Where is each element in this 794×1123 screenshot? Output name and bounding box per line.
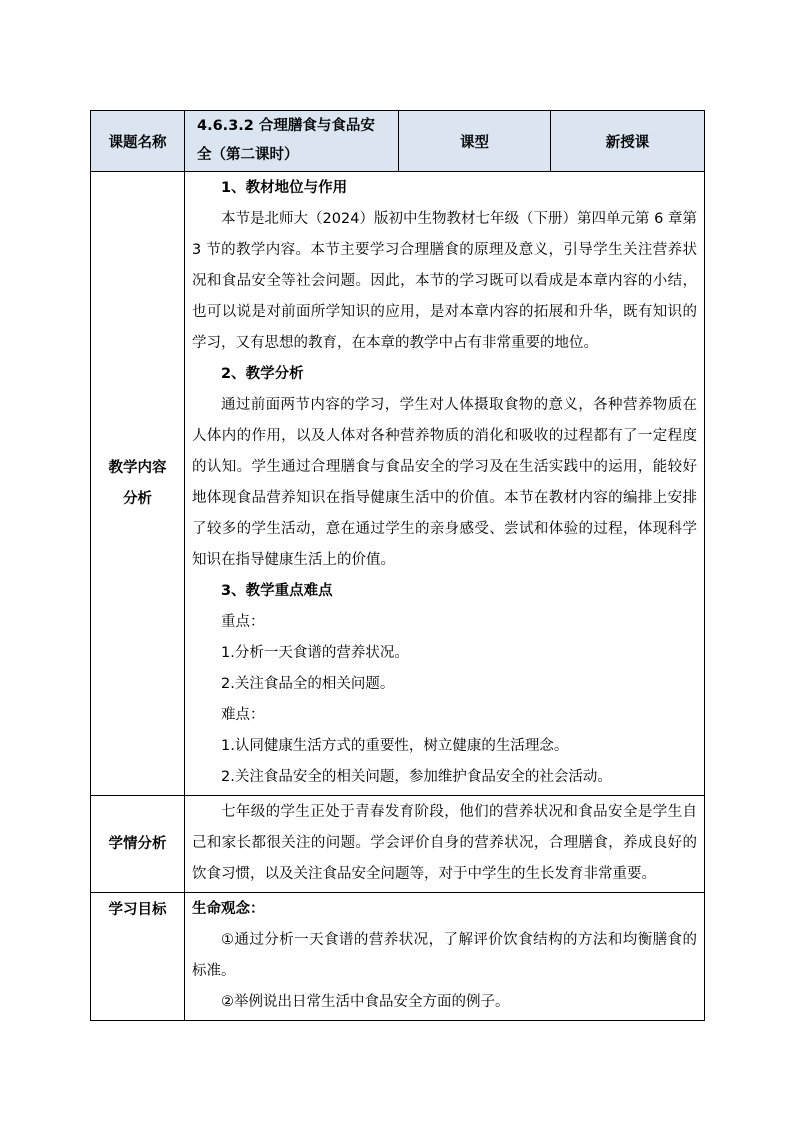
lesson-plan-table <box>90 110 705 1021</box>
objectives-body <box>185 893 704 1020</box>
student-analysis-label-cell <box>91 796 185 893</box>
header-row <box>91 111 705 172</box>
objectives-label: 学习目标 <box>108 902 167 918</box>
content-analysis-body <box>185 172 704 795</box>
topic-value: 4.6.3.2 合理膳食与食品安 全（第二课时） <box>197 118 375 163</box>
difficult-point-item: 1.认同健康生活方式的重要性，树立健康的生活理念。 <box>221 738 569 754</box>
topic-label: 课题名称 <box>108 134 167 151</box>
section3-title: 3、教学重点难点 <box>221 583 333 599</box>
objectives-row <box>91 893 705 1021</box>
type-value-cell <box>551 111 705 172</box>
objective-item: ①通过分析一天食谱的营养状况，了解评价饮食结构的方法和均衡膳食的标准。 <box>192 932 697 979</box>
student-analysis-label: 学情分析 <box>108 835 167 852</box>
content-analysis-cell <box>185 172 705 796</box>
student-analysis-body <box>185 796 704 892</box>
topic-value-cell <box>185 111 399 172</box>
objectives-subtitle: 生命观念： <box>192 901 265 917</box>
student-analysis-text: 七年级的学生正处于青春发育阶段，他们的营养状况和食品安全是学生自己和家长都很关注的问题。学会评价自身的营养状况，合理膳食，养成良好的饮食习惯，以及关注食品安全问题等，对于中学生的生长发育非常重要。 <box>192 804 697 882</box>
topic-label-cell <box>91 111 185 172</box>
objective-item: ②举例说出日常生活中食品安全方面的例子。 <box>221 994 510 1010</box>
type-label: 课型 <box>460 134 489 151</box>
content-analysis-label-cell <box>91 172 185 796</box>
type-label-cell <box>399 111 551 172</box>
key-points-label: 重点： <box>221 614 265 630</box>
objectives-label-cell <box>91 893 185 1021</box>
section1-text: 本节是北师大（2024）版初中生物教材七年级（下册）第四单元第 6 章第 3 节的教学内容。本节主要学习合理膳食的原理及意义，引导学生关注营养状况和食品安全等社会问题。因此，本节的学习既可以看成是本章内容的小结，也可以说是对前面所学知识的应用，是对本章内容的拓展和升华，既有知识的学习，又有思想的教育，在本章的教学中占有非常重要的地位。 <box>192 211 697 351</box>
student-analysis-cell <box>185 796 705 893</box>
section2-text: 通过前面两节内容的学习，学生对人体摄取食物的意义，各种营养物质在人体内的作用，以及人体对各种营养物质的消化和吸收的过程都有了一定程度的认知。学生通过合理膳食与食品安全的学习及在生活实践中的运用，能较好地体现食品营养知识在指导健康生活中的价值。本节在教材内容的编排上安排了较多的学生活动，意在通过学生的亲身感受、尝试和体验的过程，体现科学知识在指导健康生活上的价值。 <box>192 397 697 568</box>
difficult-point-item: 2.关注食品安全的相关问题，参加维护食品安全的社会活动。 <box>221 769 612 785</box>
student-analysis-row <box>91 796 705 893</box>
content-analysis-label: 教学内容 分析 <box>108 459 167 507</box>
section2-title: 2、教学分析 <box>221 366 304 382</box>
objectives-cell <box>185 893 705 1021</box>
key-point-item: 2.关注食品全的相关问题。 <box>221 676 395 692</box>
key-point-item: 1.分析一天食谱的营养状况。 <box>221 645 409 661</box>
section1-title: 1、教材地位与作用 <box>221 180 348 196</box>
content-analysis-row <box>91 172 705 796</box>
difficult-points-label: 难点： <box>221 707 265 723</box>
type-value: 新授课 <box>605 134 650 151</box>
